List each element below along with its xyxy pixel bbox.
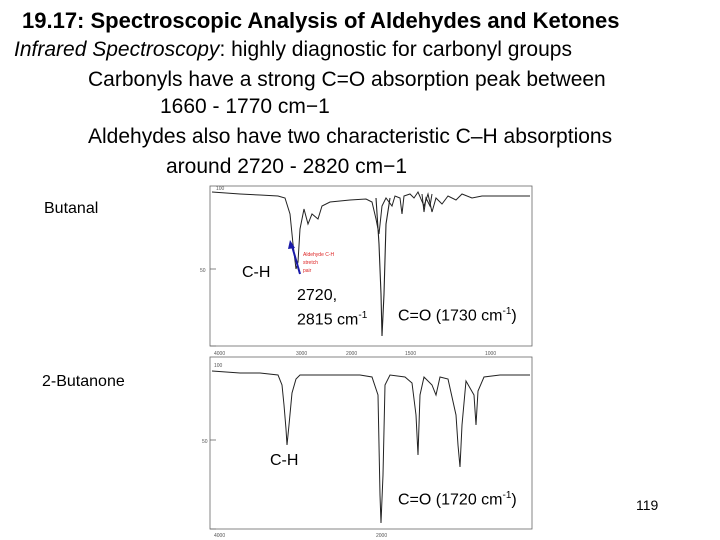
svg-text:1500: 1500 [405,351,417,357]
bullet-carbonyl-range: 1660 - 1770 cm−1 [160,95,330,118]
butanal-co-label: C=O (1730 $cm^{-1}$) [398,306,517,325]
butanal-ch-value-line2: 2815 $cm^{-1}$ [297,310,368,329]
svg-text:100: 100 [214,363,223,369]
svg-text:Aldehyde C-H: Aldehyde C-H [303,252,335,258]
page-number: 119 [636,497,659,513]
butanone-label: 2-Butanone [42,373,125,390]
bullet-aldehyde-range: around 2720 - 2820 cm−1 [166,155,408,178]
subtitle-emphasis: Infrared Spectroscopy [14,38,220,61]
svg-text:100: 100 [216,186,225,192]
butanal-ch-label: C-H [242,264,271,281]
butanone-co-label: C=O (1720 $cm^{-1}$) [398,490,517,509]
bullet-carbonyl: Carbonyls have a strong C=O absorption peak between [88,68,606,91]
bullet-aldehyde: Aldehydes also have two characteristic C–H absorptions [88,125,613,148]
butanal-ch-arrow [288,240,335,274]
svg-text:4000: 4000 [214,351,226,357]
svg-text:stretch: stretch [303,260,319,266]
svg-text:4000: 4000 [214,533,226,539]
svg-text:50: 50 [200,268,206,274]
svg-text:3000: 3000 [296,351,308,357]
butanal-ch-value-line1: 2720, [297,287,338,304]
svg-text:1000: 1000 [485,351,497,357]
svg-text:2000: 2000 [376,533,388,539]
butanone-ch-label: C-H [270,452,299,469]
butanone-ir-spectrum [200,355,535,540]
slide-subtitle [14,38,572,62]
svg-text:2000: 2000 [346,351,358,357]
svg-text:50: 50 [202,439,208,445]
svg-text:pair: pair [303,268,312,274]
butanal-label: Butanal [44,200,99,217]
subtitle-rest: : highly diagnostic for carbonyl groups [219,38,572,61]
slide-title: 19.17: Spectroscopic Analysis of Aldehydes and Ketones [22,8,620,33]
butanal-ch-value [297,286,367,330]
